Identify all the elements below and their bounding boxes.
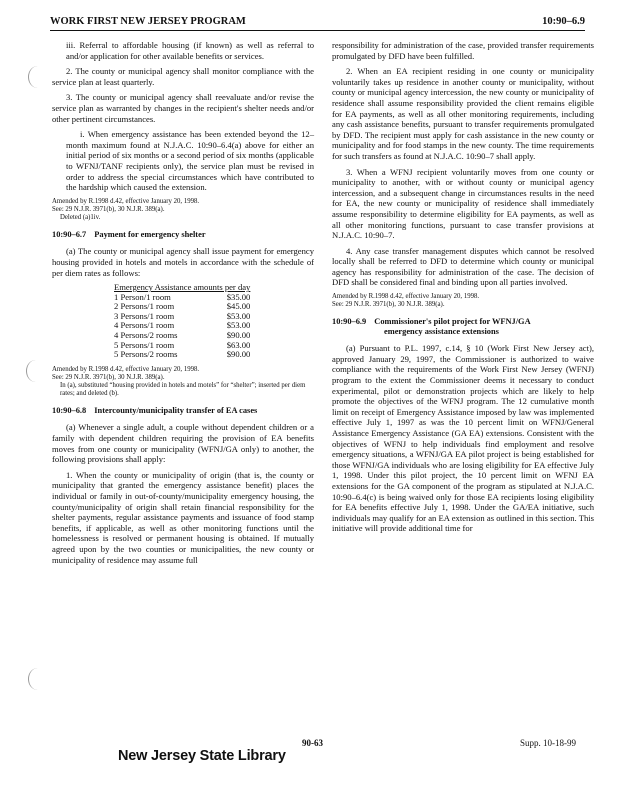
running-header [50, 14, 585, 31]
paragraph: 2. The county or municipal agency shall monitor compliance with the service plan at least quarterly. [52, 66, 314, 87]
section-heading [332, 317, 594, 337]
amendment-note: Amended by R.1998 d.42, effective January 20, 1998. See: 29 N.J.R. 3971(b), 30 N.J.R. 389(a). [332, 293, 480, 309]
paragraph: 1. When the county or municipality of origin (that is, the county or municipality that granted the emergency assistance benefit) places the individual or family in out-of-county/municipality emergency housing, the county/municipality of origin shall retain financial responsibility for the shelter payments, regular assistance payments and issuance of food stamp benefits, if applicable, as well as other monitoring functions until the homelessness is resolved or permanent housing is obtained. If mutually agreed upon by the two counties or municipalities, the new county or municipality of residence may assume full [52, 469, 314, 565]
header-title: WORK FIRST NEW JERSEY PROGRAM [50, 16, 246, 27]
rate-amount: $53.00 [226, 320, 251, 331]
rate-amount: $90.00 [226, 349, 251, 360]
section-title-line2: emergency assistance extensions [384, 326, 499, 336]
rate-label: 3 Persons/1 room [114, 310, 175, 321]
header-section-number: 10:90–6.9 [542, 16, 585, 27]
rate-label: 2 Persons/1 room [114, 301, 175, 312]
rate-amount: $53.00 [226, 310, 251, 321]
margin-scan-mark [28, 66, 47, 88]
section-title: Payment for emergency shelter [94, 229, 206, 239]
rate-table-header: Emergency Assistance amounts per day [114, 282, 251, 293]
left-column [52, 40, 314, 570]
section-heading [52, 230, 314, 241]
rate-amount: $90.00 [226, 330, 251, 341]
library-stamp: New Jersey State Library [118, 748, 286, 764]
paragraph: (a) Pursuant to P.L. 1997, c.14, § 10 (Work First New Jersey act), approved January 29, 1997, the Commissioner is authorized to waive compliance with the requirements of the Work First New Jersey (WFNJ) program to the extent the Commissioner deems it necessary to conduct experimental, pilot or demonstration projects which are likely to help promote the objectives of the WFNJ program. The 12 cumulative month limit on receipt of Emergency Assistance imposed by law was implemented effective July 1, 1997 as was the 10 percent limit on WFNJ/General Assistance Emergency Assistance (GA EA) extensions. Consistent with the objectives of WFNJ to help individuals find employment and resolve emergency situations, a WFNJ/GA EA pilot project is being established for those WFNJ/GA individuals who are losing eligibility for EA effective July 1, 1998. Under this pilot project, the 10 percent limit on WFNJ EA extensions for the GA component of the program as stipulated at N.J.A.C. 10:90–6.4(c) is being waived only for those EA recipients losing eligibility for EA benefits effective July 1, 1998. Under the GA/EA initiative, such individuals may qualify for an EA extension as outlined in this section. This initiative will provide additional time for [332, 343, 594, 534]
rate-label: 4 Persons/1 room [114, 320, 175, 331]
section-title: Commissioner's pilot project for WFNJ/GA [374, 317, 531, 327]
supplement-date: Supp. 10-18-99 [520, 738, 576, 748]
amendment-note: Amended by R.1998 d.42, effective January 20, 1998. See: 29 N.J.R. 3971(b), 30 N.J.R. 389(a). In (a), substituted “housing provided in hotels and motels” for “shelter”; inserted per diem rates; and deleted (b). [52, 365, 306, 397]
rate-label: 5 Persons/1 room [114, 339, 175, 350]
rate-label: 5 Persons/2 rooms [114, 349, 178, 360]
rate-amount: $35.00 [226, 291, 251, 302]
paragraph: (a) Whenever a single adult, a couple without dependent children or a family with dependent children requiring the provision of EA benefits moves from one county or municipality (WFNJ/GA only) to another, the following provisions shall apply: [52, 422, 314, 465]
paragraph: i. When emergency assistance has been extended beyond the 12–month maximum found at N.J.A.C. 10:90–6.4(a) above for either an initial period of six months or a second period of six months (applicable to WFNJ/TANF recipients only), the service plan must be revised in order to address the special circumstances which have contributed to the hardship which caused the extension. [66, 129, 314, 193]
rate-row [114, 350, 250, 360]
paragraph: 3. When a WFNJ recipient voluntarily moves from one county or municipality to another, with or without county or municipal agency intercession, and a subsequent change in circumstances results in the need for EA, the new county or municipality of residence shall immediately assume responsibility to determine eligibility for EA payments, as well as all other monitoring functions, pursuant to case transfer provisions at N.J.A.C. 10:90–7. [332, 166, 594, 241]
section-title: Intercounty/municipality transfer of EA cases [94, 405, 258, 415]
paragraph: responsibility for administration of the case, provided transfer requirements promulgated by DFD have been fulfilled. [332, 40, 594, 61]
per-diem-rate-table [114, 283, 250, 360]
rate-label: 1 Person/1 room [114, 291, 171, 302]
paragraph: 3. The county or municipal agency shall reevaluate and/or revise the service plan as warranted by changes in the recipient's shelter needs and/or other pertinent circumstances. [52, 92, 314, 124]
margin-scan-mark [28, 668, 47, 690]
section-number: 10:90–6.9 [332, 317, 367, 327]
paragraph: iii. Referral to affordable housing (if known) as well as referral to and/or application for other available benefits or services. [66, 40, 314, 61]
section-number: 10:90–6.7 [52, 229, 87, 239]
right-column [332, 40, 594, 539]
page-number: 90-63 [302, 738, 323, 748]
rate-amount: $45.00 [226, 301, 251, 312]
section-heading [52, 406, 314, 417]
amendment-note: Amended by R.1998 d.42, effective January 20, 1998. See: 29 N.J.R. 3971(b), 30 N.J.R. 389(a). Deleted (a)1iv. [52, 197, 200, 221]
paragraph: (a) The county or municipal agency shall issue payment for emergency housing provided in hotels and motels in accordance with the schedule of per diem rates as follows: [52, 246, 314, 278]
rate-amount: $63.00 [226, 339, 251, 350]
rate-label: 4 Persons/2 rooms [114, 330, 178, 341]
section-number: 10:90–6.8 [52, 405, 87, 415]
paragraph: 2. When an EA recipient residing in one county or municipality voluntarily takes up residence in another county or municipality, without county or municipal agency intercession, the new county or municipality of residence shall assume responsibility provided the client remains eligible for EA payments, as well as all other monitoring requirements, including any cash assistance benefits, pursuant to transfer requirements promulgated by DFD. The recipient must apply for cash assistance in the new county or municipality and for food stamps in the new county. The time requirements for such transfers as found at N.J.A.C. 10:90–7 shall apply. [332, 66, 594, 161]
margin-scan-mark [26, 360, 45, 382]
paragraph: 4. Any case transfer management disputes which cannot be resolved locally shall be referred to DFD to determine which county or municipal agency has responsibility for administration of the case. The decision of DFD shall be considered final and binding upon all parties involved. [332, 245, 594, 288]
